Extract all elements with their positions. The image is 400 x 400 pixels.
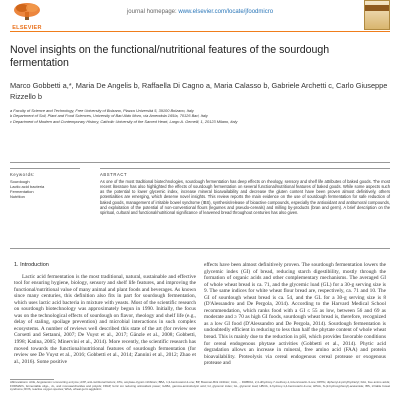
elsevier-logo[interactable] (10, 2, 44, 31)
keywords-heading: Keywords: (10, 171, 35, 177)
abstract-heading: ABSTRACT (100, 171, 128, 177)
abbreviations-footnote: Abbreviations: ACE, Angiotensin I-converting enzyme; AXP, anti-nutritional factors; ATIs, amylase-trypsin inhibitors; BBA, 1,3-benzoxazol-2-one; BP, Bowman-Birk inhibitor; CAA, ... DiMBOA, 2,4-dihydroxy-7-methoxy-1,4-benzoxazin-3-one; DPPH, diphenyl-2-picrylhydrazyl; FAA, free amino acids; FODMAPs, fermentable oligo-, di-, and monosaccharides and polyols; FRAP, ferric ion reducing antioxidant power; GABA, gamma-aminobutyric acid; GI, glycemic index; GL, glycemic load; HBOA, 2-hydroxy-1,4-benzoxazin-3-one; HPAA, N-(2-hydroxyphenyl)-acetamide; IBS, irritable bowel syndrome; ROS, reactive oxygen species; WGA, wheat germ agglutinin (10, 380, 390, 392)
affiliation-b: b Department of Soil, Plant and Food Sciences, University of Bari Aldo Moro, via Amendola 165/a, 70126 Bari, Italy (10, 113, 208, 119)
publisher-name: ELSEVIER (12, 25, 42, 31)
affiliation-c: c Department of Modern and Contemporary History, Catholic University of the Sacred Heart, Largo A. Gemelli, 1, 20123 Milano, Italy (10, 118, 238, 124)
abstract-block (100, 168, 390, 216)
body-column-left (14, 262, 196, 365)
abstract-text: As one of the most traditional biotechnologies, sourdough fermentation has deep effects on rheology, sensory and shelf life attributes of baked goods. The most recent literature has also highlighted the effects of sourdough fermentation on several functional/nutritional features of baked goods. While some aspects such as the potential to lower glycemic index, increase mineral bioavailability and decrease the gluten content have been proven almost definitively, others potentialities are emerging, which deserve novel insights. This review reports the main evidence on the use of sourdough fermentation for safe reduction of baked goods, management of irritable bowel syndrome (IBS), synthesis/release of bioactive compounds, especially the antioxidant and antitumoral compounds, and exploitation of the potential of non-conventional flours (legumes and pseudo-cereals) and milling by-products (bran and germ). A brief description on the spiritual, cultural and functional/nutritional significance of leavened bread throughout centuries has also given. (100, 178, 390, 216)
body-column-right (204, 262, 386, 367)
keyword-item: Lactic acid bacteria (10, 183, 45, 189)
journal-cover-thumbnail[interactable] (364, 0, 390, 30)
keywords-block (10, 168, 90, 199)
abstract-divider (10, 248, 390, 249)
header-divider (10, 31, 390, 32)
affiliations (10, 108, 388, 124)
journal-homepage (0, 9, 400, 15)
cover-band (365, 5, 389, 11)
keyword-item: Sourdough (10, 178, 30, 184)
article-title: Novel insights on the functional/nutritional features of the sourdough fermentation (10, 44, 330, 69)
section-heading: 1. Introduction (14, 262, 49, 268)
body-paragraph: effects have been almost definitively proven. The sourdough fermentation lowers the glycemic index (GI) of bread, reducing starch digestibility, mostly through the formation of organic acids and other complementary mechanisms. The averaged GI of whole wheat bread is ca. 71, and the glycemic load (GL) for a 30-g serving size is 9. The same indices for white wheat flour bread are, respectively, ca. 71 and 10. The GI of sourdough wheat bread is ca. 54, and the GL for a 30-g serving size is 8 (D'Alessandro and De Pergola, 2014). According to the Harvard Medical School recommendation, which ranks food with a GI ≤ 55 as low, between 56 and 69 as moderate and ≥ 70 as high GI foods, sourdough wheat bread is, therefore, recognized as a low GI food (D'Alessandro and De Pergola, 2014). Sourdough fermentation is undoubtedly efficient in reducing to less than half the phytate content of whole wheat bread. This is mainly due to the reduction in pH, which provides favorable conditions for cereal endogenous phytase activities (Gobbetti et al., 2014). Phytic acid degradation allows an increase in mineral, free amino acid (FAA) and protein bioavailability. Proteolysis via cereal endogenous cereal protease or exogenous protease and (204, 262, 386, 367)
journal-homepage-label: journal homepage: (126, 9, 179, 15)
journal-header (0, 0, 400, 31)
body-paragraph: Lactic acid fermentation is the most traditional, natural, sustainable and effective tool for ensuring hygiene, biology, sensory and shelf life features, and improving the functional/nutritional value of many animal and plant foods and beverages. As known since many centuries, this definition also fits in part for sourdough fermentation, which uses lactic acid bacteria in mixture with yeasts. Most of the scientific research on sourdough biotechnology was approximately begun in 1990. Initially, the focus was on the technological effects of sourdough on flavor, rheology and shelf life (e.g., delay of staling, spoilage prevention) and microbial interactions in such complex ecosystems. A number of reviews well described this state of the art (for review see Corsetti and Settanni, 2007; De Vuyst et al., 2017; Gänzle et al., 2008; Gobbetti, 1998; Katina, 2005; Minervini et al., 2014). More recently, the scientific research has moved towards the functional/nutritional features of sourdough fermentation (for review see De Vuyst et al., 2016; Gobbetti et al., 2014; Zannini et al., 2012; Zhao et al., 2016). Some positive (14, 273, 196, 365)
keywords-rule (10, 168, 80, 169)
journal-homepage-link[interactable]: www.elsevier.com/locate/jfoodmicro (178, 9, 274, 15)
section-divider (10, 162, 390, 163)
affiliation-a: a Faculty of Science and Technology, Free University of Bolzano, Piazza Università 5, 39100 Bolzano, Italy (10, 108, 194, 113)
keyword-item: Nutrition (10, 194, 25, 200)
abstract-rule (100, 168, 390, 169)
keyword-item: Fermentation (10, 188, 34, 194)
author-list: Marco Gobbetti a,*, Maria De Angelis b, Raffaella Di Cagno a, Maria Calasso b, Gabriele Archetti c, Carlo Giuseppe Rizzello b (10, 81, 388, 101)
